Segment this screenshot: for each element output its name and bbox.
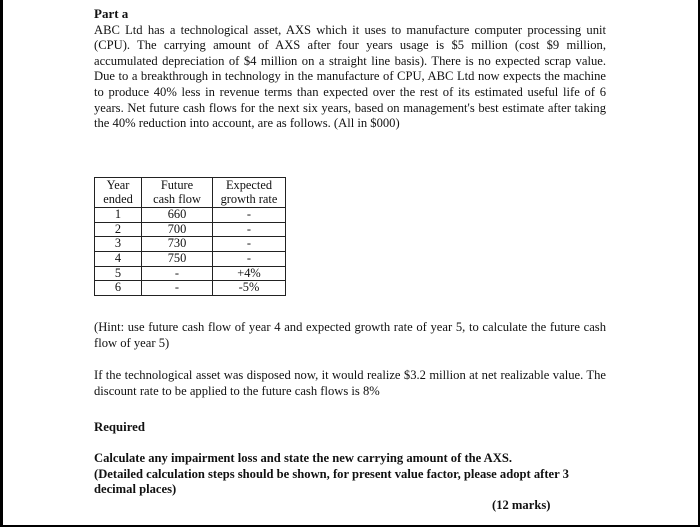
table-row [95,266,286,281]
left-edge [0,0,3,527]
header-year: Year ended [95,178,142,208]
cell-year: 5 [95,266,142,281]
cell-year: 2 [95,222,142,237]
part-title: Part a [94,6,129,21]
required-body [94,451,606,498]
cell-growth: - [213,251,286,266]
cell-growth: -5% [213,281,286,296]
hint-paragraph: (Hint: use future cash flow of year 4 and expected growth rate of year 5, to calculate the future cash flow of year 5) [94,320,606,350]
table-row [95,222,286,237]
cell-cash-flow: - [142,281,213,296]
cell-growth: - [213,208,286,223]
cell-cash-flow: 660 [142,208,213,223]
cell-cash-flow: 750 [142,251,213,266]
cell-cash-flow: - [142,266,213,281]
intro-paragraph: ABC Ltd has a technological asset, AXS which it uses to manufacture computer processing unit (CPU). The carrying amount of AXS after four years usage is $5 million (cost $9 million, accumulated depreciation of $4 million on a straight line basis). There is no expected scrap value. Due to a breakthrough in technology in the manufacture of CPU, ABC Ltd now expects the machine to produce 40% less in revenue terms than expected over the rest of its estimated useful life of 6 years. Net future cash flows for the next six years, based on management's best estimate after taking the 40% reduction into account, are as follows. (All in $000) [94,22,606,131]
intro-section [94,6,606,132]
cell-cash-flow: 730 [142,237,213,252]
cell-year: 1 [95,208,142,223]
cell-growth: - [213,222,286,237]
cash-flow-table [94,177,286,296]
table-row [95,281,286,296]
cell-year: 6 [95,281,142,296]
table-header-row [95,178,286,208]
cell-year: 4 [95,251,142,266]
required-instruction: Calculate any impairment loss and state the new carrying amount of the AXS. [94,451,513,465]
marks-label: (12 marks) [492,498,551,512]
header-cash-flow: Future cash flow [142,178,213,208]
cell-year: 3 [95,237,142,252]
cell-cash-flow: 700 [142,222,213,237]
table-row [95,208,286,223]
required-heading: Required [94,420,145,434]
table-row [95,237,286,252]
cell-growth: - [213,237,286,252]
disposal-paragraph: If the technological asset was disposed now, it would realize $3.2 million at net realizable value. The discount rate to be applied to the future cash flows is 8% [94,368,606,398]
header-growth-rate: Expected growth rate [213,178,286,208]
table-row [95,251,286,266]
required-note: (Detailed calculation steps should be shown, for present value factor, please adopt after 3 decimal places) [94,466,569,497]
cell-growth: +4% [213,266,286,281]
